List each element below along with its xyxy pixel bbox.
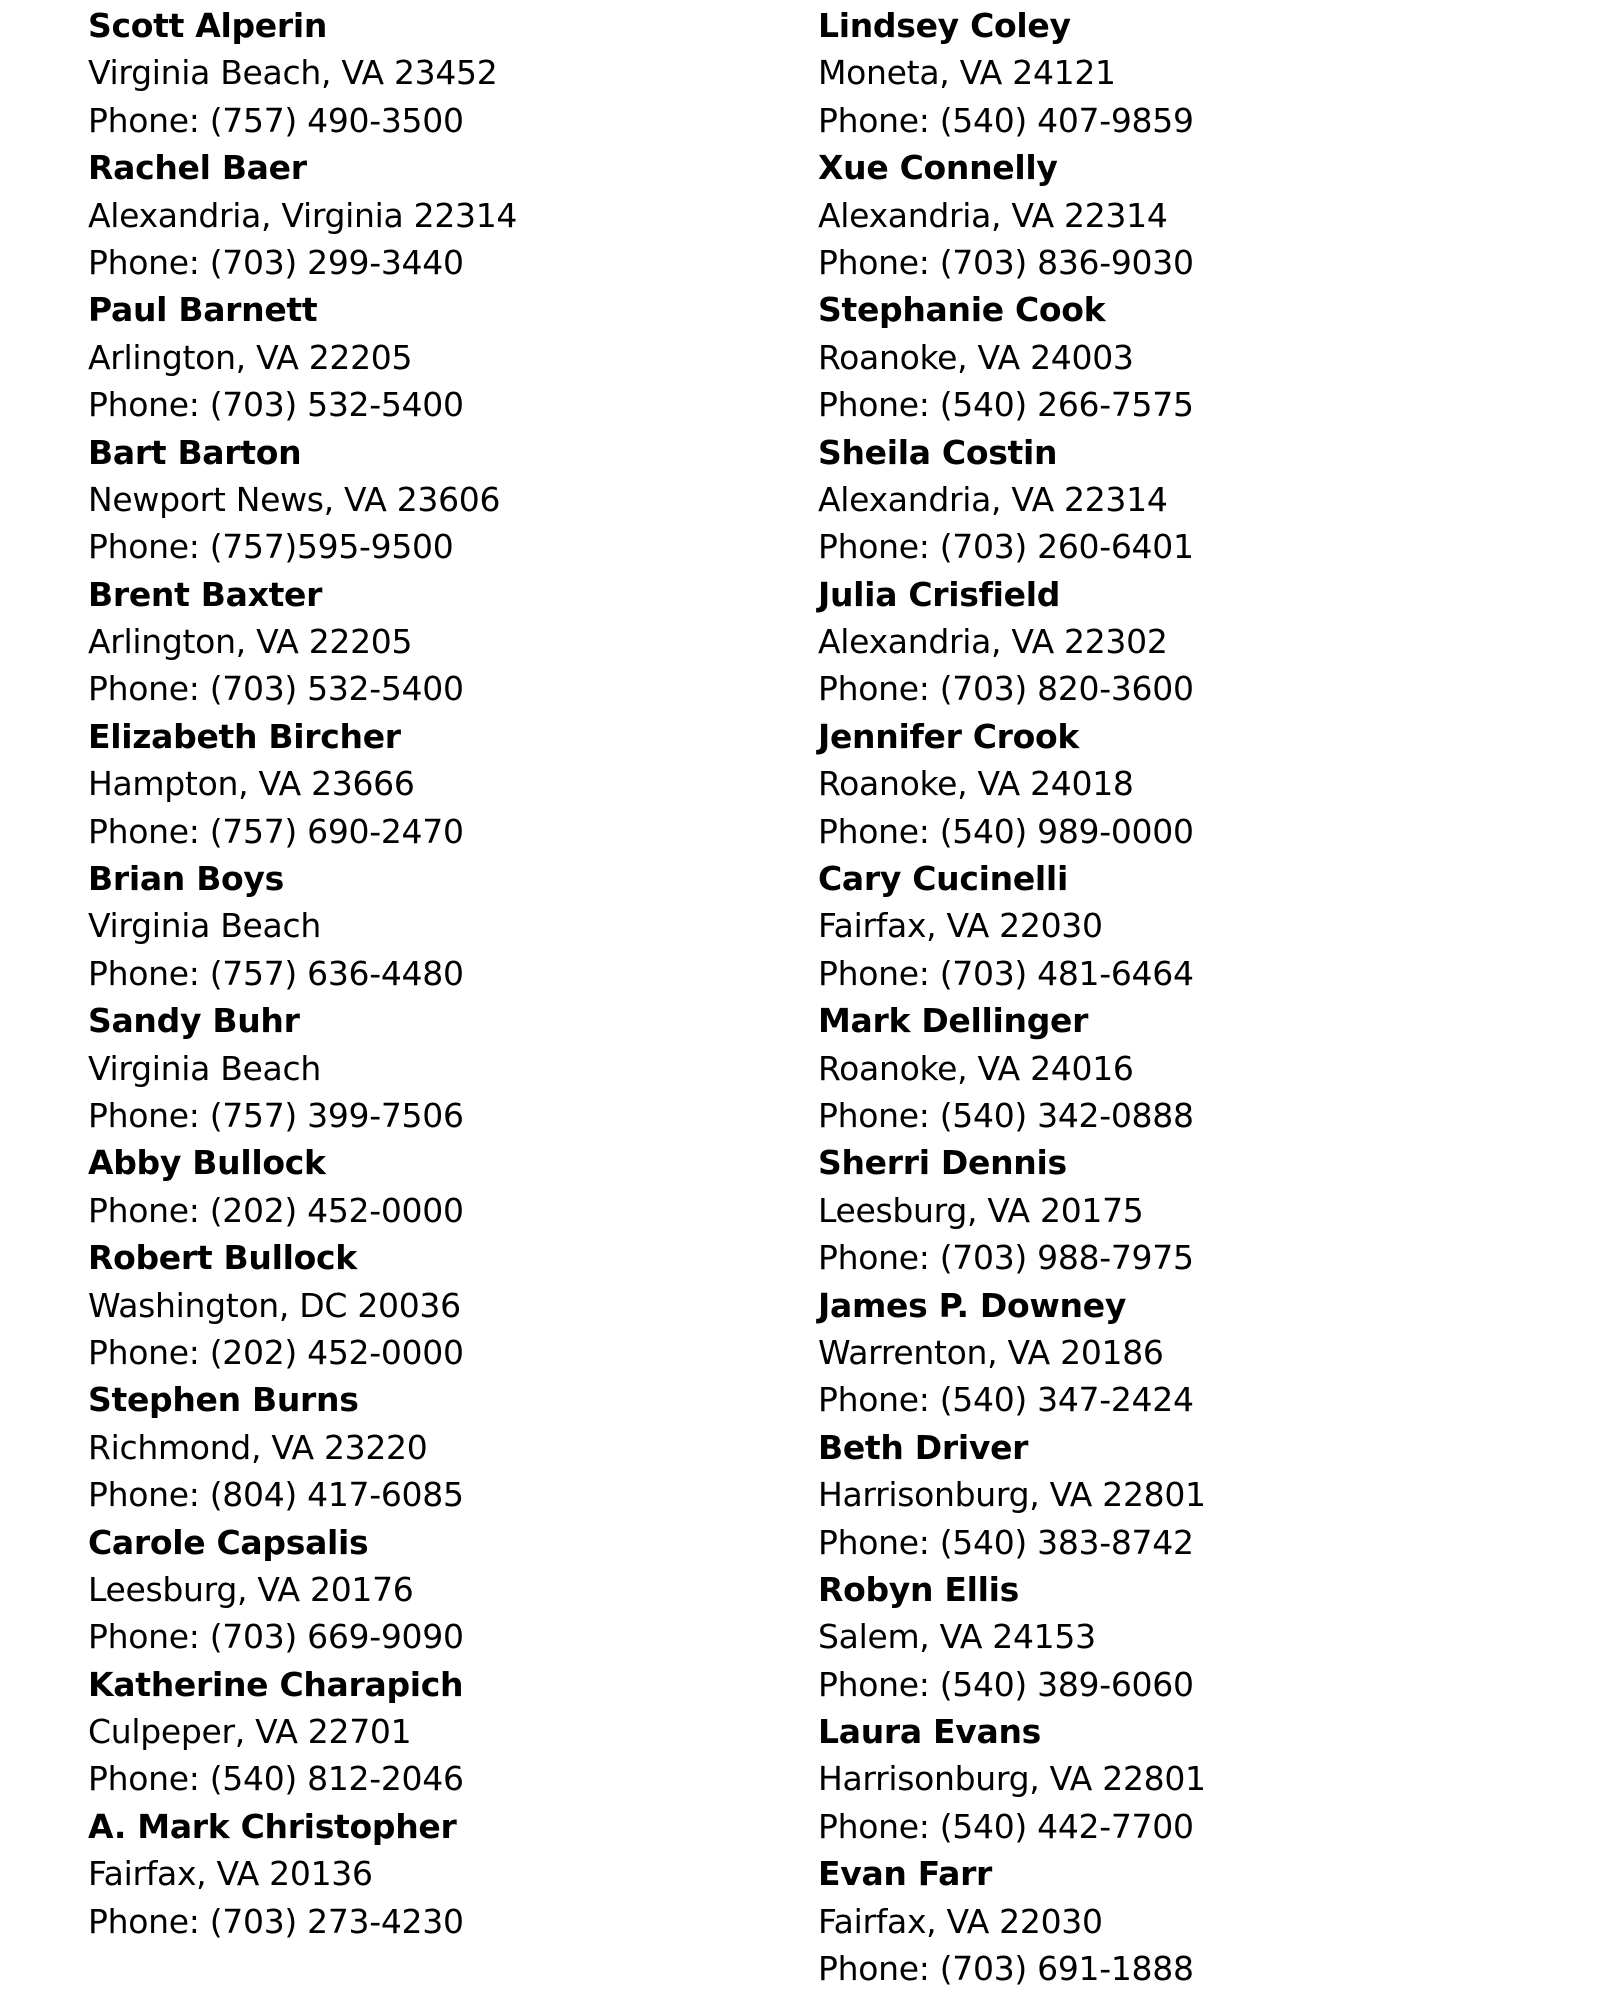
contact-entry: [88, 713, 788, 855]
contact-phone: Phone: (703) 260-6401: [818, 527, 1194, 567]
contact-location: Richmond, VA 23220: [88, 1427, 428, 1467]
contact-phone: Phone: (703) 532-5400: [88, 385, 464, 425]
contact-entry: [88, 1803, 788, 1945]
contact-entry: [88, 1376, 788, 1518]
contact-entry: [818, 571, 1518, 713]
contact-location: Arlington, VA 22205: [88, 622, 413, 662]
contact-location: Newport News, VA 23606: [88, 479, 501, 519]
contact-name: Elizabeth Bircher: [88, 716, 401, 756]
contact-location: Fairfax, VA 22030: [818, 1901, 1103, 1941]
contact-phone: Phone: (703) 836-9030: [818, 242, 1194, 282]
contact-name: Katherine Charapich: [88, 1664, 464, 1704]
contact-phone: Phone: (540) 989-0000: [818, 811, 1194, 851]
contact-location: Leesburg, VA 20175: [818, 1190, 1144, 1230]
contact-name: Cary Cucinelli: [818, 859, 1068, 899]
contact-name: Xue Connelly: [818, 148, 1058, 188]
contact-entry: [88, 286, 788, 428]
contact-name: Robert Bullock: [88, 1238, 357, 1278]
contact-name: Sandy Buhr: [88, 1001, 300, 1041]
contact-location: Arlington, VA 22205: [88, 337, 413, 377]
contact-name: Brian Boys: [88, 859, 284, 899]
contact-name: Stephen Burns: [88, 1380, 359, 1420]
contact-phone: Phone: (757) 636-4480: [88, 953, 464, 993]
contact-entry: [818, 286, 1518, 428]
contact-entry: [818, 144, 1518, 286]
contact-name: Mark Dellinger: [818, 1001, 1089, 1041]
contact-entry: [88, 2, 788, 144]
contact-phone: Phone: (703) 691-1888: [818, 1949, 1194, 1989]
contact-name: Beth Driver: [818, 1427, 1029, 1467]
contact-entry: [818, 997, 1518, 1139]
contact-name: Lindsey Coley: [818, 6, 1071, 45]
contact-name: Carole Capsalis: [88, 1522, 369, 1562]
contact-name: Jennifer Crook: [818, 716, 1080, 756]
contact-name: A. Mark Christopher: [88, 1806, 457, 1846]
contact-location: Warrenton, VA 20186: [818, 1332, 1164, 1372]
contact-entry: [818, 1850, 1518, 1992]
directory-left-column: [88, 2, 788, 1945]
contact-location: Roanoke, VA 24003: [818, 337, 1134, 377]
contact-phone: Phone: (703) 532-5400: [88, 669, 464, 709]
contact-entry: [88, 144, 788, 286]
contact-name: Rachel Baer: [88, 148, 307, 188]
contact-phone: Phone: (540) 266-7575: [818, 385, 1194, 425]
contact-phone: Phone: (757) 399-7506: [88, 1095, 464, 1135]
contact-entry: [818, 2, 1518, 144]
contact-entry: [88, 1234, 788, 1376]
contact-entry: [88, 1519, 788, 1661]
contact-name: James P. Downey: [818, 1285, 1127, 1325]
contact-phone: Phone: (540) 383-8742: [818, 1522, 1194, 1562]
contact-phone: Phone: (540) 442-7700: [818, 1806, 1194, 1846]
contact-name: Robyn Ellis: [818, 1569, 1020, 1609]
contact-name: Bart Barton: [88, 432, 302, 472]
contact-phone: Phone: (703) 299-3440: [88, 242, 464, 282]
contact-location: Alexandria, VA 22302: [818, 622, 1168, 662]
contact-phone: Phone: (804) 417-6085: [88, 1475, 464, 1515]
contact-name: Brent Baxter: [88, 574, 323, 614]
contact-name: Sherri Dennis: [818, 1143, 1067, 1183]
contact-phone: Phone: (703) 820-3600: [818, 669, 1194, 709]
contact-entry: [88, 429, 788, 571]
contact-location: Washington, DC 20036: [88, 1285, 461, 1325]
contact-location: Virginia Beach: [88, 906, 321, 946]
contact-location: Fairfax, VA 22030: [818, 906, 1103, 946]
contact-entry: [88, 1661, 788, 1803]
contact-phone: Phone: (540) 389-6060: [818, 1664, 1194, 1704]
contact-entry: [818, 429, 1518, 571]
contact-location: Harrisonburg, VA 22801: [818, 1759, 1206, 1799]
contact-location: Alexandria, VA 22314: [818, 195, 1168, 235]
contact-entry: [818, 1139, 1518, 1281]
contact-entry: [818, 1566, 1518, 1708]
contact-entry: [88, 997, 788, 1139]
contact-phone: Phone: (540) 407-9859: [818, 100, 1194, 140]
contact-name: Laura Evans: [818, 1712, 1041, 1752]
contact-location: Leesburg, VA 20176: [88, 1569, 414, 1609]
directory-right-column: [818, 2, 1518, 1992]
contact-location: Hampton, VA 23666: [88, 764, 415, 804]
contact-location: Fairfax, VA 20136: [88, 1854, 373, 1894]
contact-phone: Phone: (703) 988-7975: [818, 1238, 1194, 1278]
contact-phone: Phone: (540) 347-2424: [818, 1380, 1194, 1420]
contact-location: Harrisonburg, VA 22801: [818, 1475, 1206, 1515]
contact-location: Virginia Beach: [88, 1048, 321, 1088]
contact-phone: Phone: (703) 669-9090: [88, 1617, 464, 1657]
contact-location: Virginia Beach, VA 23452: [88, 53, 498, 93]
contact-location: Salem, VA 24153: [818, 1617, 1096, 1657]
contact-name: Evan Farr: [818, 1854, 993, 1894]
contact-phone: Phone: (703) 481-6464: [818, 953, 1194, 993]
contact-phone: Phone: (540) 342-0888: [818, 1095, 1194, 1135]
contact-entry: [818, 1424, 1518, 1566]
contact-entry: [88, 571, 788, 713]
contact-location: Moneta, VA 24121: [818, 53, 1116, 93]
contact-name: Abby Bullock: [88, 1143, 326, 1183]
contact-name: Sheila Costin: [818, 432, 1058, 472]
contact-location: Alexandria, VA 22314: [818, 479, 1168, 519]
contact-phone: Phone: (757) 690-2470: [88, 811, 464, 851]
contact-entry: [818, 713, 1518, 855]
contact-entry: [818, 855, 1518, 997]
contact-name: Julia Crisfield: [818, 574, 1061, 614]
contact-phone: Phone: (757)595-9500: [88, 527, 454, 567]
contact-entry: [88, 1139, 788, 1234]
contact-phone: Phone: (757) 490-3500: [88, 100, 464, 140]
contact-name: Stephanie Cook: [818, 290, 1106, 330]
contact-phone: Phone: (202) 452-0000: [88, 1190, 464, 1230]
contact-entry: [818, 1282, 1518, 1424]
contact-phone: Phone: (202) 452-0000: [88, 1332, 464, 1372]
contact-name: Paul Barnett: [88, 290, 318, 330]
contact-entry: [818, 1708, 1518, 1850]
contact-location: Culpeper, VA 22701: [88, 1712, 412, 1752]
contact-phone: Phone: (703) 273-4230: [88, 1901, 464, 1941]
contact-name: Scott Alperin: [88, 6, 328, 45]
contact-location: Alexandria, Virginia 22314: [88, 195, 518, 235]
contact-location: Roanoke, VA 24016: [818, 1048, 1134, 1088]
contact-entry: [88, 855, 788, 997]
contact-phone: Phone: (540) 812-2046: [88, 1759, 464, 1799]
contact-location: Roanoke, VA 24018: [818, 764, 1134, 804]
